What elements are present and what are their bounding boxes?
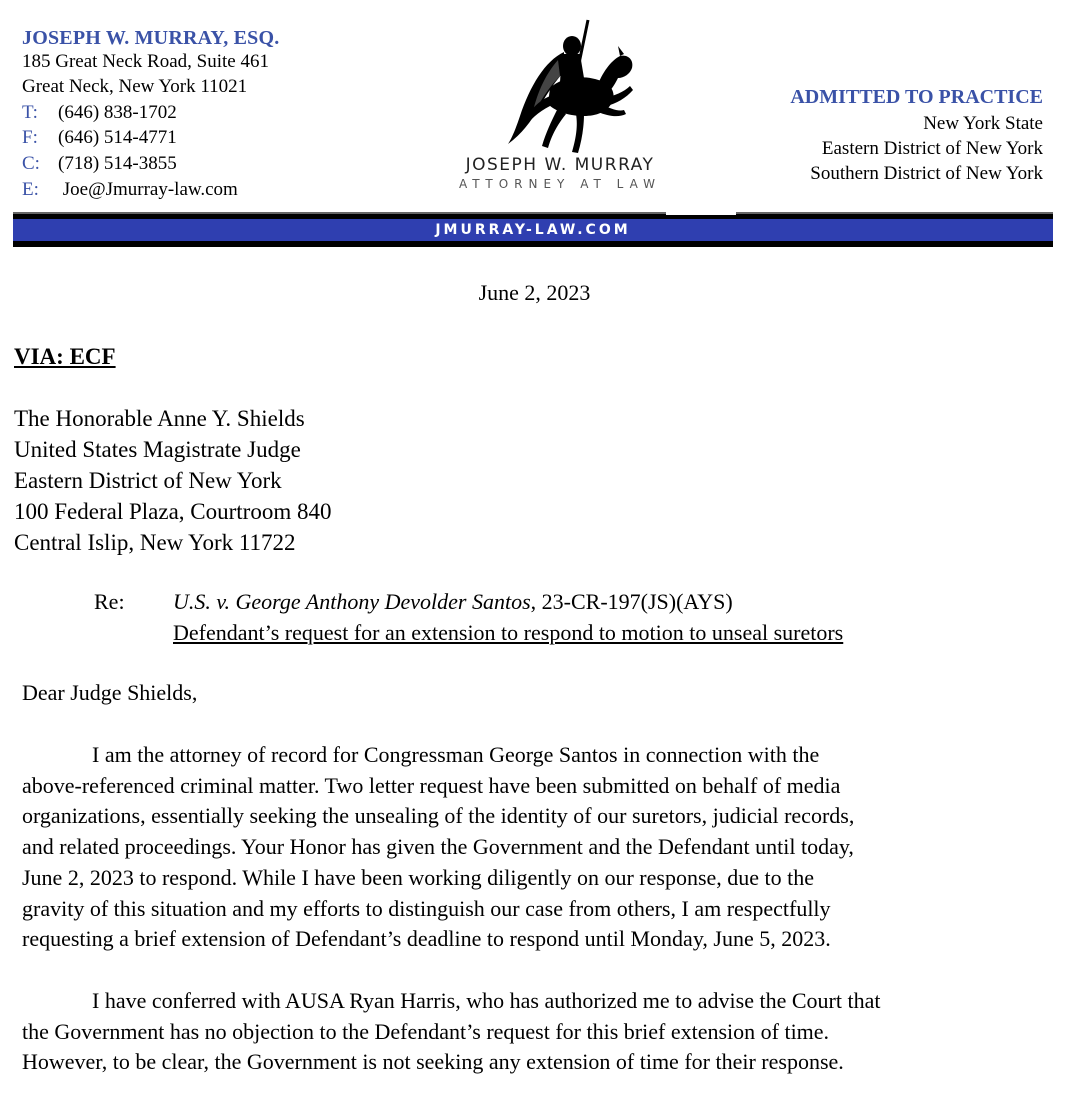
website-url[interactable]: JMURRAY-LAW.COM	[435, 222, 631, 238]
knight-on-horse-logo-icon	[500, 16, 640, 161]
re-label: Re:	[94, 589, 125, 614]
logo-name: JOSEPH W. MURRAY	[465, 155, 655, 175]
paragraph-line: I have conferred with AUSA Ryan Harris, who has authorized me to advise the Court that	[92, 988, 881, 1013]
admitted-title: ADMITTED TO PRACTICE	[790, 86, 1043, 108]
paragraph-1	[22, 740, 1062, 955]
re-subject: Defendant’s request for an extension to respond to motion to unseal suretors	[173, 620, 844, 645]
fax-contact	[22, 126, 177, 150]
recipient-line: Eastern District of New York	[14, 468, 282, 493]
contact-value: (646) 514-4771	[58, 127, 177, 148]
contact-label: F:	[22, 127, 38, 148]
paragraph-line: However, to be clear, the Government is not seeking any extension of time for their response.	[22, 1049, 844, 1075]
address-line-1: 185 Great Neck Road, Suite 461	[22, 51, 269, 72]
logo-subtitle: ATTORNEY AT LAW	[458, 177, 661, 191]
admitted-item: Southern District of New York	[810, 163, 1043, 184]
re-case	[173, 589, 733, 615]
cell-contact	[22, 152, 177, 176]
contact-value: Joe@Jmurray-law.com	[58, 179, 238, 200]
phone-contact	[22, 101, 177, 125]
letter-date: June 2, 2023	[478, 280, 591, 305]
recipient-line: The Honorable Anne Y. Shields	[14, 406, 305, 431]
attorney-name: JOSEPH W. MURRAY, ESQ.	[22, 27, 280, 49]
paragraph-line: gravity of this situation and my efforts to distinguish our case from others, I am respectfully	[22, 895, 831, 921]
contact-value: (718) 514-3855	[58, 153, 177, 174]
paragraph-2	[22, 986, 1062, 1078]
contact-label: E:	[22, 179, 39, 200]
paragraph-line: above-referenced criminal matter. Two letter request have been submitted on behalf of media	[22, 772, 841, 798]
salutation: Dear Judge Shields,	[22, 680, 198, 705]
paragraph-line: June 2, 2023 to respond. While I have been working diligently on our response, due to the	[22, 864, 815, 890]
bar-gap	[666, 212, 736, 215]
paragraph-line: the Government has no objection to the Defendant’s request for this brief extension of time.	[22, 1018, 830, 1044]
paragraph-line: I am the attorney of record for Congressman George Santos in connection with the	[92, 742, 820, 767]
recipient-line: Central Islip, New York 11722	[14, 530, 296, 555]
admitted-item: Eastern District of New York	[821, 138, 1043, 159]
paragraph-line: requesting a brief extension of Defendant’s deadline to respond until Monday, June 5, 2023.	[22, 926, 831, 952]
email-contact	[22, 178, 238, 202]
recipient-line: 100 Federal Plaza, Courtroom 840	[14, 499, 332, 524]
re-case-number: , 23-CR-197(JS)(AYS)	[530, 589, 733, 614]
paragraph-line: organizations, essentially seeking the unsealing of the identity of our suretors, judicial records,	[22, 803, 855, 829]
recipient-line: United States Magistrate Judge	[14, 437, 301, 462]
admitted-item: New York State	[923, 113, 1043, 134]
paragraph-line: and related proceedings. Your Honor has given the Government and the Defendant until today,	[22, 834, 854, 860]
contact-label: T:	[22, 102, 38, 123]
contact-label: C:	[22, 153, 40, 174]
address-line-2: Great Neck, New York 11021	[22, 76, 248, 97]
contact-value: (646) 838-1702	[58, 102, 177, 123]
re-case-title: U.S. v. George Anthony Devolder Santos	[173, 589, 531, 614]
bar-top-line	[13, 212, 1053, 214]
delivery-method: VIA: ECF	[14, 344, 116, 369]
